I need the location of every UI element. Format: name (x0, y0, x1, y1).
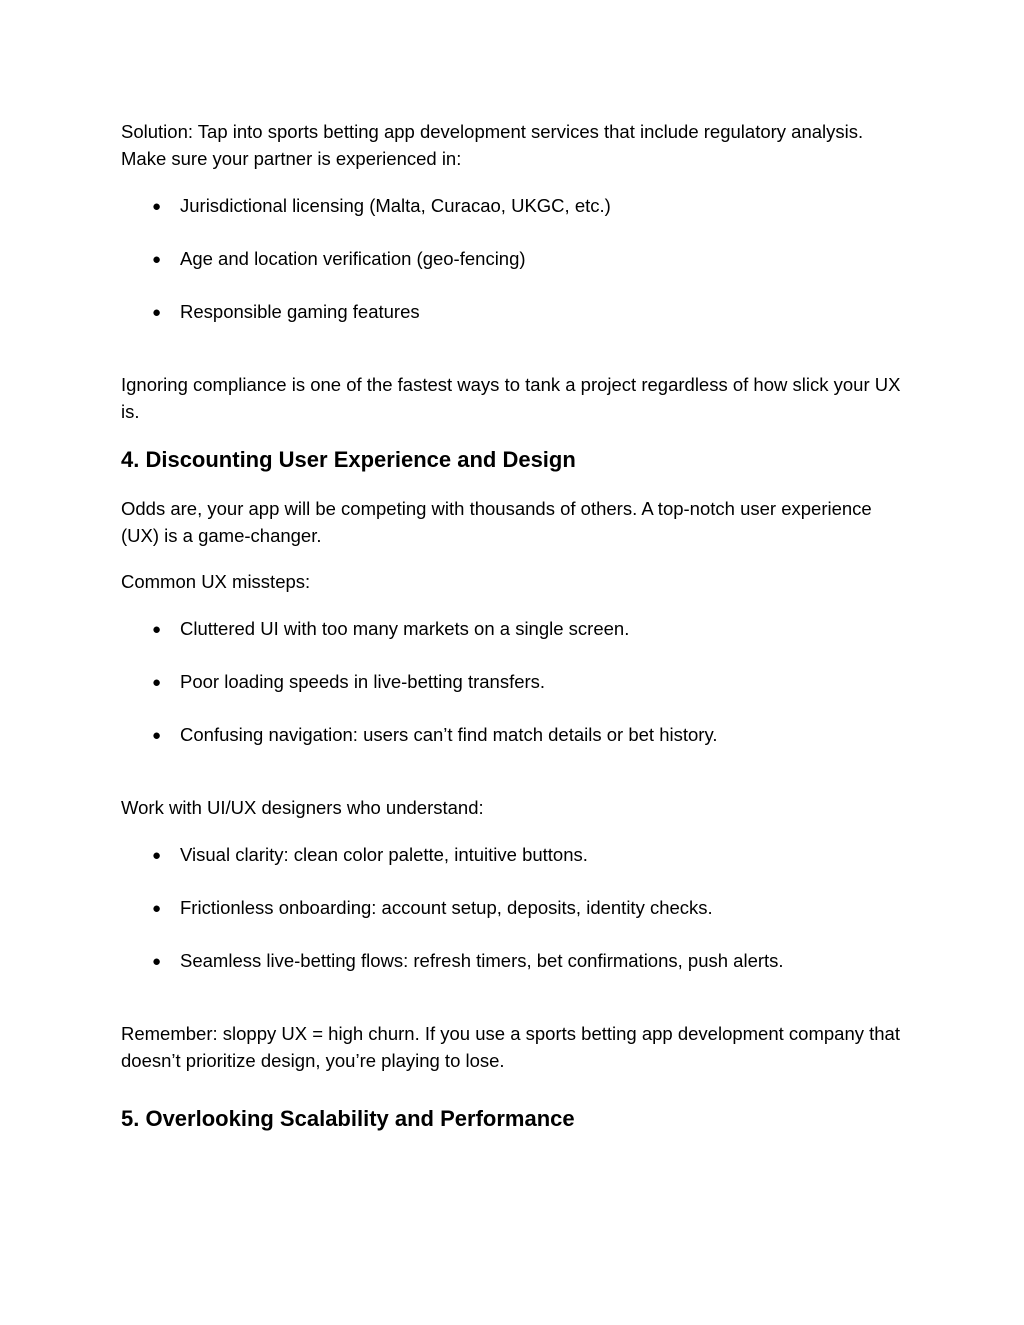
list-item: ● Age and location verification (geo-fencing) (152, 246, 912, 273)
list-item: ● Frictionless onboarding: account setup, deposits, identity checks. (152, 895, 912, 922)
section-heading: 4. Discounting User Experience and Design (121, 447, 576, 472)
compliance-note: Ignoring compliance is one of the fastest ways to tank a project regardless of how slick your UX is. (121, 374, 901, 422)
list-item: ● Visual clarity: clean color palette, intuitive buttons. (152, 842, 912, 869)
list-item: ● Responsible gaming features (152, 299, 912, 326)
designers-label: Work with UI/UX designers who understand: (121, 797, 484, 818)
solution-intro: Solution: Tap into sports betting app development services that include regulatory analysis. Make sure your partner is experienced in: (121, 121, 864, 169)
ux-intro: Odds are, your app will be competing with thousands of others. A top-notch user experience (UX) is a game-changer. (121, 498, 872, 546)
ux-closing-note: Remember: sloppy UX = high churn. If you use a sports betting app development company that doesn’t prioritize design, you’re playing to lose. (121, 1023, 900, 1071)
list-item: ● Jurisdictional licensing (Malta, Curacao, UKGC, etc.) (152, 193, 912, 220)
section-heading: 5. Overlooking Scalability and Performance (121, 1106, 575, 1131)
bullet-icon: ● (152, 674, 162, 691)
bullet-icon: ● (152, 900, 162, 917)
bullet-icon: ● (152, 304, 162, 321)
bullet-icon: ● (152, 953, 162, 970)
bullet-icon: ● (152, 621, 162, 638)
list-item: ● Seamless live-betting flows: refresh timers, bet confirmations, push alerts. (152, 948, 912, 975)
missteps-label: Common UX missteps: (121, 571, 311, 592)
bullet-icon: ● (152, 251, 162, 268)
list-item: ● Cluttered UI with too many markets on a single screen. (152, 616, 912, 643)
bullet-icon: ● (152, 198, 162, 215)
bullet-icon: ● (152, 727, 162, 744)
bullet-icon: ● (152, 847, 162, 864)
list-item: ● Confusing navigation: users can’t find match details or bet history. (152, 722, 912, 749)
list-item: ● Poor loading speeds in live-betting transfers. (152, 669, 912, 696)
